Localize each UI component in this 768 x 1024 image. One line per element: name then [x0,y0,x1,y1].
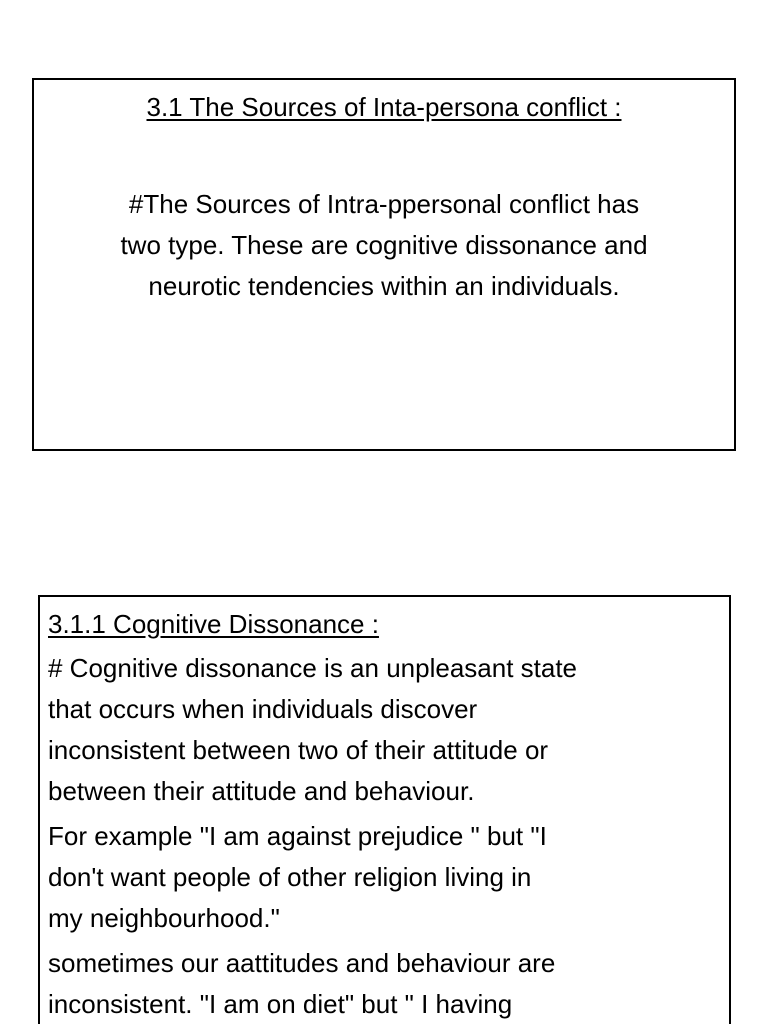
slide-body [52,184,716,307]
text-line: For example "I am against prejudice " but "I [48,821,547,851]
text-line: inconsistent. "I am on diet" but " I having [48,989,513,1019]
slide-box-cognitive-dissonance [38,595,731,1024]
text-line: sometimes our aattitudes and behaviour are [48,948,556,978]
body-line: two type. These are cognitive dissonance and [120,230,648,260]
body-line: #The Sources of Intra-ppersonal conflict has [128,189,640,219]
paragraph-inconsistency [48,943,721,1024]
section-title: 3.1.1 Cognitive Dissonance : [48,609,379,639]
slide-box-sources [32,78,736,451]
body-line: neurotic tendencies within an individuals. [148,271,620,301]
text-line: my neighbourhood." [48,903,280,933]
text-line: between their attitude and behaviour. [48,776,475,806]
paragraph-definition [48,648,721,812]
text-line: inconsistent between two of their attitude or [48,735,549,765]
text-line: don't want people of other religion living in [48,862,532,892]
paragraph-example [48,816,721,939]
slide-content [48,606,721,1024]
text-line: # Cognitive dissonance is an unpleasant state [48,653,578,683]
text-line: that occurs when individuals discover [48,694,478,724]
slide-title: 3.1 The Sources of Inta-persona conflict : [146,92,622,122]
